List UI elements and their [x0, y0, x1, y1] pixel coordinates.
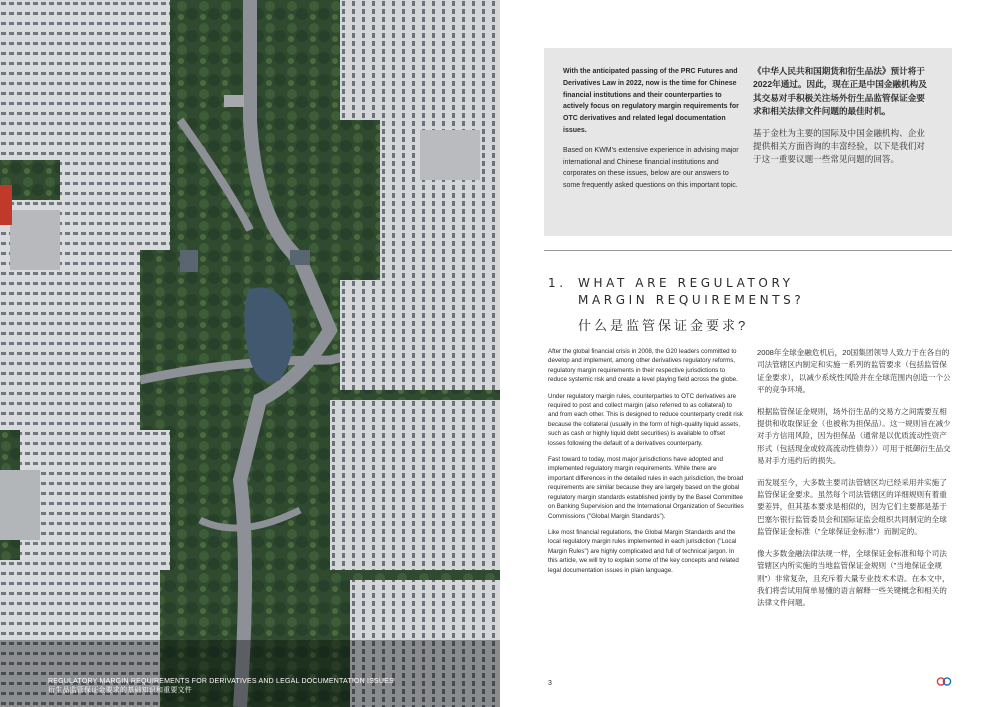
intro-zh-body: 基于金杜为主要的国际及中国金融机构、企业提供相关方面咨询的丰富经验，以下是我们对于这一重要议题一些常见问题的回答。 [753, 127, 925, 165]
kwm-logo-icon [936, 677, 952, 686]
body-chinese-column [757, 347, 953, 619]
body-en-paragraph: After the global financial crisis in 2008, the G20 leaders committed to develop and implement, among other derivatives regulatory reforms, regulatory margin requirements in their respective jurisdictions to reduce systemic risk and create a level playing field across the globe. [548, 348, 738, 384]
body-zh-paragraph: 像大多数金融法律法规一样，全球保证金标准和每个司法管辖区内所实施的当地监管保证金规则（"当地保证金规则"）非常复杂，且充斥着大量专业技术术语。在本文中，我们将尝试用简单易懂的语言解释一些关键概念和相关的法律文件问题。 [757, 548, 950, 608]
intro-zh-lead: 《中华人民共和国期货和衍生品法》预计将于2022年通过。因此，现在正是中国金融机构及其交易对手积极关注场外衍生品监管保证金要求和相关法律文件问题的最佳时机。 [753, 66, 927, 117]
intro-chinese [753, 65, 933, 167]
section-heading [548, 275, 804, 309]
body-zh-paragraph: 根据监管保证金规则，场外衍生品的交易方之间需要互相提供和收取保证金（也被称为担保品）。这一规则旨在减少对手方信用风险，因为担保品（通常是以优质流动性资产形式（包括现金或较高流动性债券））可用于抵御衍生品交易对手方违约后的损失。 [757, 406, 951, 466]
section-title-line1: WHAT ARE REGULATORY [578, 276, 794, 290]
article-page [500, 0, 1000, 707]
body-zh-paragraph: 而发展至今，大多数主要司法管辖区均已经采用并实施了监管保证金要求。虽然每个司法管辖区的详细规则有着重要差异，但其基本要求是相似的，因为它们主要都是基于巴塞尔银行监管委员会和国际证监会组织共同制定的全球监管保证金标准（"全球保证金标准"）而制定的。 [757, 477, 947, 537]
page-number: 3 [548, 680, 552, 687]
footer-title [48, 677, 394, 695]
body-english-column [548, 347, 744, 582]
section-title-zh: 什么是监管保证金要求? [578, 318, 749, 333]
section-title-line2: MARGIN REQUIREMENTS? [578, 293, 805, 307]
intro-en-body: Based on KWM's extensive experience in advising major international and Chinese financial institutions and corporates on these issues, below are our answers to some frequently asked questions on this important topic. [563, 146, 739, 190]
body-en-paragraph: Fast toward to today, most major jurisdictions have adopted and implemented regulatory margin requirements. While there are important differences in the detailed rules in each jurisdiction, the broad requirements are similar because they are largely based on the global regulatory margin standards established jointly by the Basel Committee on Banking Supervision and the International Organization of Securities Commissions ("Global Margin Standards"). [548, 456, 744, 520]
body-zh-paragraph: 2008年全球金融危机后，20国集团领导人致力于在各自的司法管辖区内制定和实施一系列的监管要求（包括监管保证金要求），以减少系统性风险并在全球范围内创造一个公平的竞争环境。 [757, 348, 951, 395]
body-en-paragraph: Under regulatory margin rules, counterparties to OTC derivatives are required to post and collect margin (also referred to as collateral) to and from each other. This is designed to reduce counterparty credit risk because the collateral (usually in the form of high-quality liquid assets, such as cash or highly liquid debt securities) is available to offset losses following the default of a derivatives counterparty. [548, 392, 743, 447]
section-divider [544, 250, 952, 251]
section-number: 1. [548, 276, 567, 290]
body-en-paragraph: Like most financial regulations, the Global Margin Standards and the local regulatory margin rules implemented in each jurisdiction ("Local Margin Rules") are highly complicated and full of technical jargon. In this article, we will try to explain some of the key concepts and related legal documentation issues in plain language. [548, 528, 739, 574]
footer-title-en: REGULATORY MARGIN REQUIREMENTS FOR DERIVATIVES AND LEGAL DOCUMENTATION ISSUES [48, 678, 394, 685]
intro-box [544, 48, 952, 236]
intro-english [563, 66, 743, 192]
intro-en-lead: With the anticipated passing of the PRC Futures and Derivatives Law in 2022, now is the time for Chinese financial institutions and their counterparties to actively focus on regulatory margin requirements for OTC derivatives and related legal documentation issues. [563, 68, 739, 134]
footer-title-zh: 衍生品监管保证金要求的基础知识和重要文件 [48, 687, 192, 694]
